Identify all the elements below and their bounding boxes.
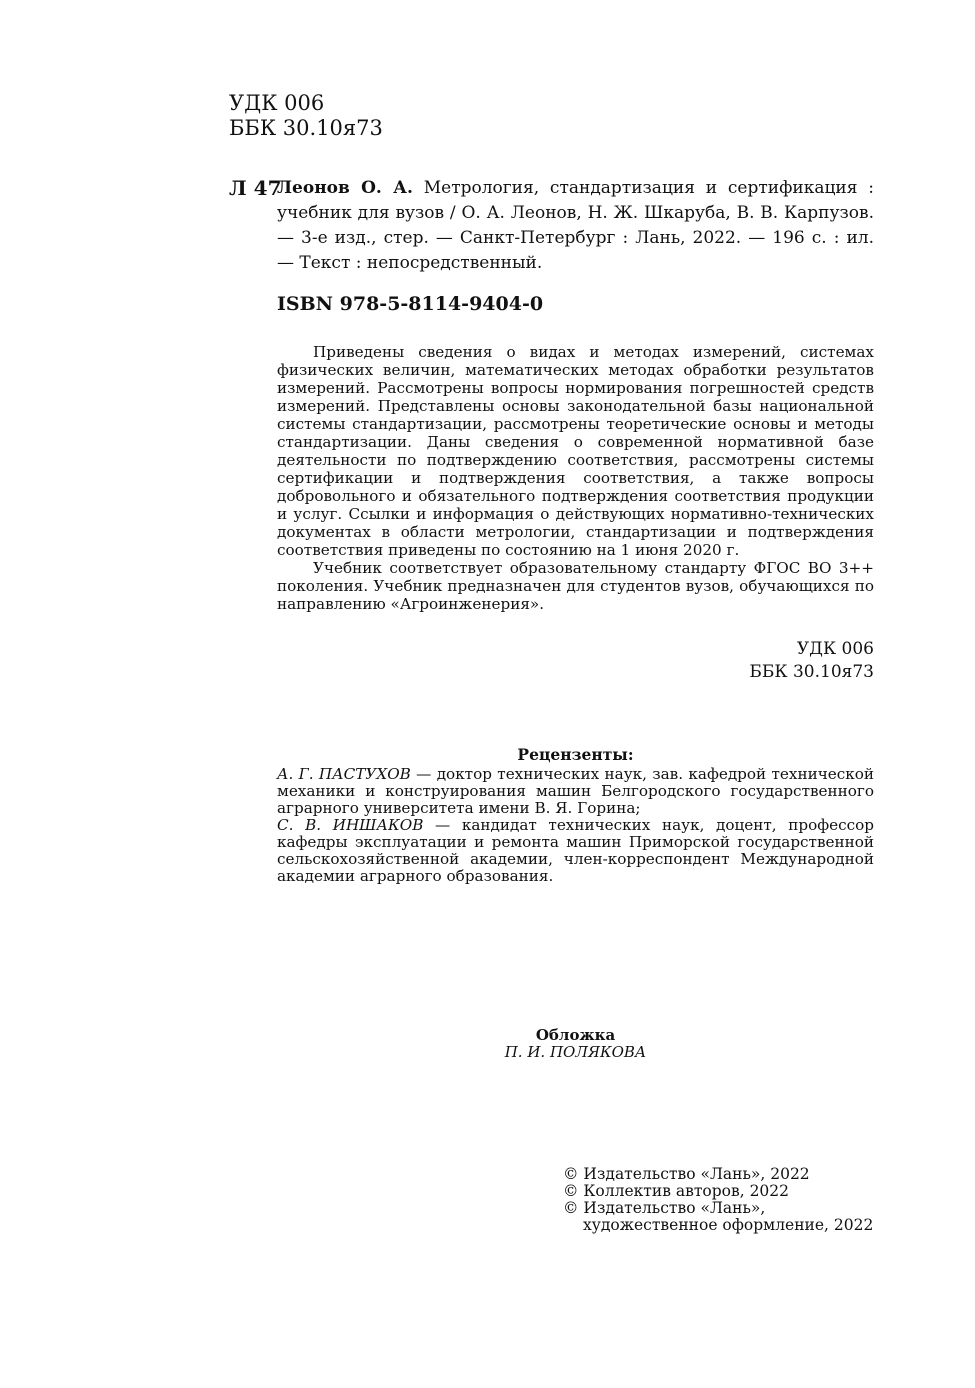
bibliographic-description: Метрология, стандартизация и сертификация : учебник для вузов / О. А. Леонов, Н. Ж. Шкаруба, В. В. Карпузов. — 3-е изд., стер. — Санкт-Петербург : Лань, 2022. — 196 с. : ил. — Текст : непосредственный.: [277, 178, 874, 273]
author-name: Леонов О. А.: [277, 178, 413, 198]
reviewer-entry: [277, 766, 874, 817]
cover-title: Обложка: [535, 1026, 616, 1044]
copyright-line: © Издательство «Лань»,: [563, 1199, 766, 1217]
cover-credit: [277, 1027, 874, 1061]
isbn: ISBN 978-5-8114-9404-0: [277, 293, 544, 315]
bbk-code: ББК 30.10я73: [229, 116, 383, 140]
reviewer-description: — доктор технических наук, зав. кафедрой технической механики и конструирования машин Белгородского государственного аграрного университета имени В. Я. Горина;: [277, 765, 875, 817]
reviewer-name: А. Г. ПАСТУХОВ: [277, 765, 411, 783]
udk-code: УДК 006: [796, 639, 874, 659]
annotation: [277, 343, 874, 613]
udk-code: УДК 006: [229, 91, 325, 115]
reviewer-description: — кандидат технических наук, доцент, профессор кафедры эксплуатации и ремонта машин Приморской государственной сельскохозяйственной академии, член-корреспондент Международной академии аграрного образования.: [277, 816, 875, 885]
reviewer-entry: [277, 817, 874, 885]
annotation-paragraph: Учебник соответствует образовательному стандарту ФГОС ВО 3++ поколения. Учебник предназначен для студентов вузов, обучающихся по направлению «Агроинженерия».: [277, 559, 874, 613]
author-sign: Л 47: [229, 176, 282, 200]
reviewers-title: Рецензенты:: [517, 745, 634, 764]
reviewer-name: С. В. ИНШАКОВ: [277, 816, 424, 834]
reviewers-list: [277, 766, 874, 885]
bbk-code: ББК 30.10я73: [749, 662, 874, 682]
copyright-line: © Коллектив авторов, 2022: [563, 1182, 790, 1200]
copyright-block: [563, 1166, 873, 1234]
cover-artist: П. И. ПОЛЯКОВА: [504, 1043, 647, 1061]
annotation-paragraph: Приведены сведения о видах и методах измерений, системах физических величин, математических методах обработки результатов измерений. Рассмотрены вопросы нормирования погрешностей средств измерений. Представлены основы законодательной базы национальной системы стандартизации, рассмотрены теоретические основы и методы стандартизации. Даны сведения о современной нормативной базе деятельности по подтверждению соответствия, рассмотрены системы сертификации и подтверждения соответствия, а также вопросы добровольного и обязательного подтверждения соответствия продукции и услуг. Ссылки и информация о действующих нормативно-технических документах в области метрологии, стандартизации и подтверждения соответствия приведены по состоянию на 1 июня 2020 г.: [277, 343, 874, 559]
copyright-line: © Издательство «Лань», 2022: [563, 1165, 810, 1183]
copyright-line: художественное оформление, 2022: [583, 1216, 874, 1234]
footer-codes: [700, 638, 874, 684]
header-codes: [229, 91, 383, 141]
bibliographic-record: [277, 176, 874, 276]
